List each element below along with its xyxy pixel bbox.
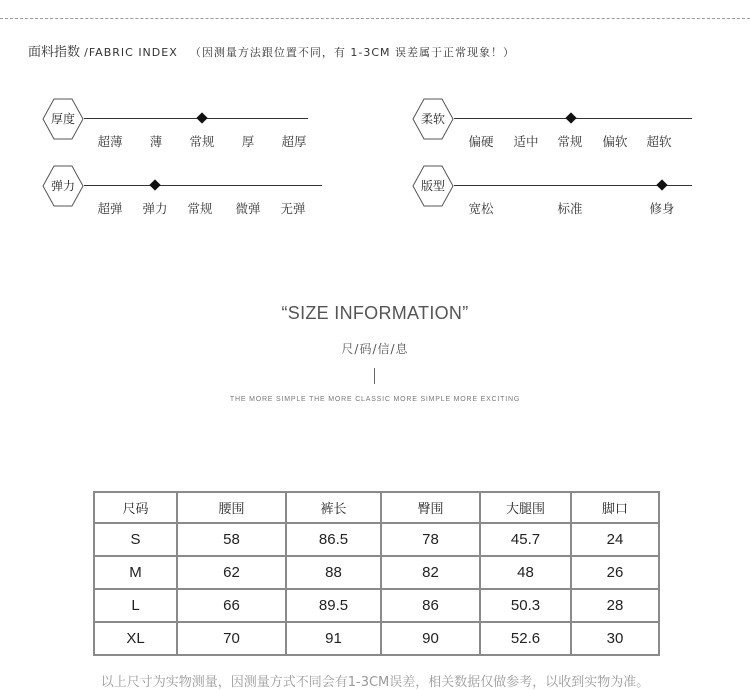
table-header-cell: 腰围 [177, 492, 286, 523]
scale-option: 宽松 [468, 201, 494, 216]
size-slogan: THE MORE SIMPLE THE MORE CLASSIC MORE SIMPLE MORE EXCITING [229, 396, 521, 403]
scale-label: 厚度 [50, 112, 75, 126]
measurement-footnote: 以上尺寸为实物测量，因测量方式不同会有1-3CM误差，相关数据仅做参考，以收到实物为准。 [100, 675, 650, 690]
scale-line [84, 185, 322, 186]
table-header-cell: 脚口 [571, 492, 659, 523]
scale-option: 偏软 [602, 134, 628, 149]
table-row [94, 622, 659, 655]
table-row [94, 556, 659, 589]
selected-marker-icon [196, 112, 207, 123]
scale-option: 常规 [187, 201, 213, 216]
table-cell: 48 [480, 556, 571, 589]
scale-option: 微弹 [235, 201, 261, 216]
size-information-subtitle: 尺/码/信/息 [341, 342, 409, 356]
scale-label: 柔软 [420, 112, 445, 126]
scale-option: 修身 [649, 201, 675, 216]
scale-option: 弹力 [142, 201, 168, 216]
table-cell: 45.7 [480, 523, 571, 556]
table-cell: 89.5 [286, 589, 381, 622]
fabric-index-heading [28, 41, 515, 60]
table-cell: L [94, 589, 177, 622]
size-information-title: “SIZE INFORMATION” [281, 303, 469, 323]
scale-elasticity [42, 165, 342, 225]
scale-option: 常规 [189, 134, 215, 149]
table-cell: 50.3 [480, 589, 571, 622]
scale-option: 超厚 [281, 134, 307, 149]
scale-option: 适中 [513, 134, 539, 149]
table-cell: 91 [286, 622, 381, 655]
table-cell: 52.6 [480, 622, 571, 655]
selected-marker-icon [149, 179, 160, 190]
table-cell: M [94, 556, 177, 589]
table-cell: 26 [571, 556, 659, 589]
scale-label: 版型 [420, 179, 445, 193]
scale-option: 薄 [149, 134, 163, 149]
table-cell: 78 [381, 523, 480, 556]
table-row [94, 589, 659, 622]
scale-option: 常规 [557, 134, 583, 149]
table-header-cell: 裤长 [286, 492, 381, 523]
size-table [93, 491, 660, 656]
table-cell: 62 [177, 556, 286, 589]
table-cell: 82 [381, 556, 480, 589]
selected-marker-icon [565, 112, 576, 123]
vertical-divider [374, 368, 375, 384]
table-cell: 90 [381, 622, 480, 655]
scale-option: 无弹 [280, 201, 306, 216]
selected-marker-icon [656, 179, 667, 190]
table-cell: 24 [571, 523, 659, 556]
table-header-cell: 尺码 [94, 492, 177, 523]
table-cell: XL [94, 622, 177, 655]
table-header-cell: 臀围 [381, 492, 480, 523]
scale-softness [412, 98, 712, 158]
table-cell: 86.5 [286, 523, 381, 556]
table-header-row [94, 492, 659, 523]
scale-option: 超弹 [97, 201, 123, 216]
scale-option: 偏硬 [468, 134, 494, 149]
scale-thickness [42, 98, 342, 158]
fabric-index-title-en: /FABRIC INDEX [84, 46, 178, 59]
table-cell: 88 [286, 556, 381, 589]
table-cell: 30 [571, 622, 659, 655]
scale-option: 超软 [646, 134, 672, 149]
fabric-index-note: （因测量方法跟位置不同，有 1-3CM 误差属于正常现象！） [189, 46, 516, 59]
table-cell: 66 [177, 589, 286, 622]
top-dashed-divider [0, 18, 750, 19]
table-cell: 58 [177, 523, 286, 556]
scale-fit [412, 165, 712, 225]
scale-label: 弹力 [50, 179, 75, 193]
scale-option: 厚 [241, 134, 255, 149]
table-row [94, 523, 659, 556]
fabric-index-title-cn: 面料指数 [28, 45, 81, 60]
table-cell: 28 [571, 589, 659, 622]
table-cell: S [94, 523, 177, 556]
scale-option: 标准 [557, 201, 583, 216]
table-header-cell: 大腿围 [480, 492, 571, 523]
table-cell: 70 [177, 622, 286, 655]
table-cell: 86 [381, 589, 480, 622]
scale-option: 超薄 [97, 134, 123, 149]
